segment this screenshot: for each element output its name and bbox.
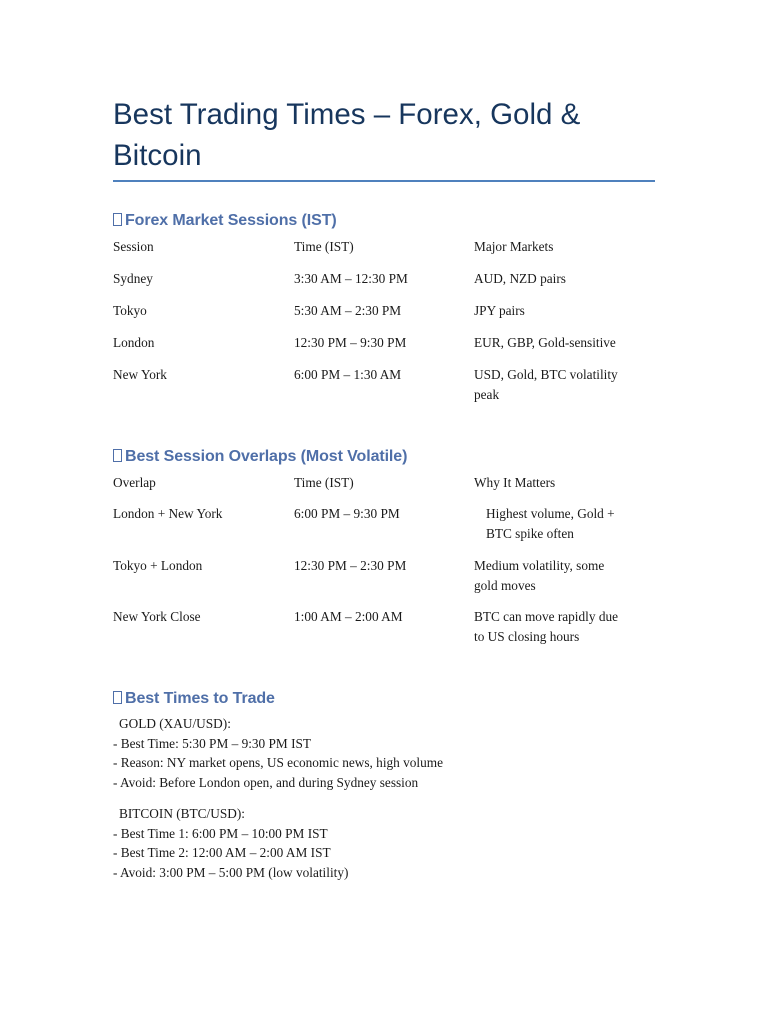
gold-line: - Avoid: Before London open, and during Sydney session (113, 774, 419, 790)
table-cell: New York Close (113, 609, 201, 624)
table-cell: 12:30 PM – 2:30 PM (294, 558, 407, 573)
forex-sessions-heading-text: Forex Market Sessions (IST) (125, 212, 337, 229)
bitcoin-block (113, 804, 658, 882)
forex-sessions-heading (113, 212, 337, 230)
table-cell: Tokyo (113, 303, 147, 318)
column-header: Why It Matters (474, 475, 556, 490)
table-row (113, 269, 658, 301)
table-row (113, 365, 658, 405)
table-cell: 6:00 PM – 1:30 AM (294, 367, 402, 382)
gold-block (113, 714, 658, 792)
table-cell: BTC can move rapidly due to US closing hours (474, 609, 619, 644)
table-cell: USD, Gold, BTC volatility peak (474, 367, 618, 402)
table-cell: AUD, NZD pairs (474, 271, 566, 286)
table-cell: Sydney (113, 271, 153, 286)
table-cell: 5:30 AM – 2:30 PM (294, 303, 402, 318)
column-header: Time (IST) (294, 475, 354, 490)
bitcoin-line: - Best Time 2: 12:00 AM – 2:00 AM IST (113, 845, 331, 860)
table-cell: Medium volatility, some gold moves (474, 558, 605, 593)
table-header-row (113, 473, 658, 504)
title-divider (113, 180, 655, 182)
column-header: Major Markets (474, 239, 554, 254)
overlaps-heading (113, 448, 407, 466)
table-cell: Tokyo + London (113, 558, 203, 573)
best-times-heading-text: Best Times to Trade (125, 690, 275, 707)
table-row (113, 333, 658, 365)
column-header: Time (IST) (294, 239, 354, 254)
bitcoin-label: BITCOIN (BTC/USD): (119, 806, 245, 821)
overlaps-table (113, 473, 658, 651)
table-header-row (113, 237, 658, 269)
gold-line: - Reason: NY market opens, US economic news, high volume (113, 755, 444, 770)
table-cell: 3:30 AM – 12:30 PM (294, 271, 408, 286)
bitcoin-line: - Avoid: 3:00 PM – 5:00 PM (low volatility) (113, 864, 349, 880)
table-row (113, 607, 658, 651)
table-cell: 6:00 PM – 9:30 PM (294, 506, 400, 521)
table-cell: Highest volume, Gold + BTC spike often (486, 506, 615, 541)
missing-glyph-icon (113, 449, 122, 462)
overlaps-heading-text: Best Session Overlaps (Most Volatile) (125, 448, 408, 465)
table-row (113, 556, 658, 607)
missing-glyph-icon (113, 691, 122, 704)
forex-sessions-table (113, 237, 658, 405)
page-title: Best Trading Times – Forex, Gold & Bitcoin (113, 98, 581, 172)
gold-line: - Best Time: 5:30 PM – 9:30 PM IST (113, 735, 312, 751)
table-cell: 12:30 PM – 9:30 PM (294, 335, 407, 350)
column-header: Overlap (113, 475, 156, 490)
table-cell: EUR, GBP, Gold-sensitive (474, 335, 616, 350)
table-row (113, 504, 658, 556)
table-cell: London + New York (113, 506, 223, 521)
table-cell: 1:00 AM – 2:00 AM (294, 609, 403, 624)
best-times-heading (113, 690, 275, 708)
missing-glyph-icon (113, 213, 122, 226)
table-cell: JPY pairs (474, 303, 525, 318)
column-header: Session (113, 239, 154, 254)
table-cell: New York (113, 367, 167, 382)
gold-label: GOLD (XAU/USD): (119, 716, 231, 731)
table-cell: London (113, 335, 155, 350)
bitcoin-line: - Best Time 1: 6:00 PM – 10:00 PM IST (113, 825, 328, 841)
table-row (113, 301, 658, 333)
